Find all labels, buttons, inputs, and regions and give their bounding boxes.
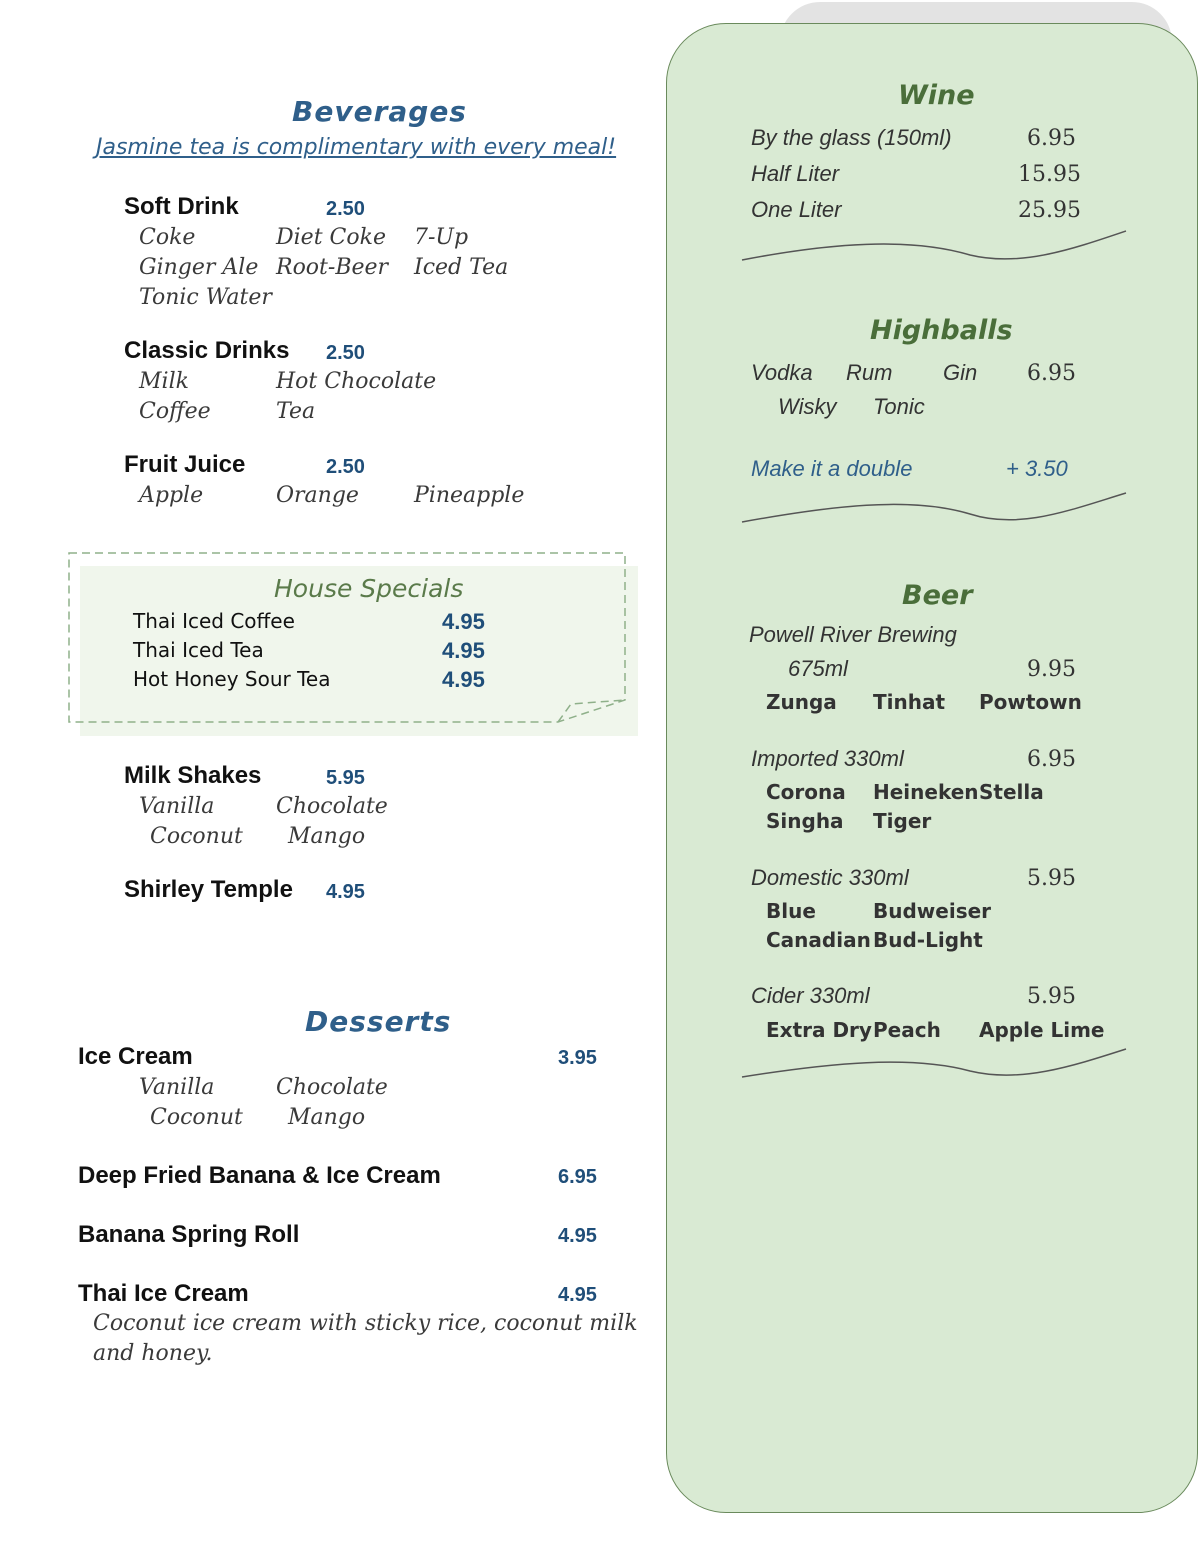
beer-item: Extra Dry (766, 1018, 872, 1042)
beer-item: Peach (873, 1018, 941, 1042)
cider-price: 5.95 (1027, 984, 1076, 1009)
beer-item: Bud-Light (873, 928, 983, 952)
ice-cream-heading: Ice Cream (78, 1043, 193, 1070)
special-price: 4.95 (442, 667, 485, 692)
thai-ice-cream-heading: Thai Ice Cream (78, 1280, 249, 1307)
soft-drink-heading: Soft Drink (124, 193, 239, 220)
imported-price: 6.95 (1027, 747, 1076, 772)
drink-item: Coke (139, 225, 196, 250)
wine-title: Wine (898, 80, 975, 111)
beer-item: Budweiser (873, 899, 992, 923)
drink-item: Orange (276, 483, 359, 508)
beer-item: Apple Lime (979, 1018, 1105, 1042)
highball-item: Tonic (873, 394, 925, 419)
beer-item: Powtown (979, 690, 1082, 714)
beer-item: Heineken (873, 780, 979, 804)
flavor-item: Chocolate (276, 794, 388, 819)
flavor-item: Coconut (150, 1105, 243, 1130)
wine-row-price: 25.95 (1018, 198, 1081, 223)
special-item: Thai Iced Tea (133, 638, 264, 662)
drink-item: Coffee (139, 399, 211, 424)
drink-item: Apple (139, 483, 204, 508)
domestic-price: 5.95 (1027, 866, 1076, 891)
drink-item: Iced Tea (414, 255, 509, 280)
double-price: + 3.50 (1006, 456, 1068, 481)
beer-item: Blue (766, 899, 816, 923)
shirley-temple-price: 4.95 (326, 881, 365, 903)
beer-item: Canadian (766, 928, 871, 952)
special-item: Hot Honey Sour Tea (133, 667, 331, 691)
beer-item: Singha (766, 809, 844, 833)
fruit-juice-heading: Fruit Juice (124, 451, 246, 478)
wine-row-label: By the glass (150ml) (751, 125, 952, 150)
beer-item: Stella (979, 780, 1044, 804)
beer-item: Corona (766, 780, 846, 804)
milk-shakes-heading: Milk Shakes (124, 762, 262, 789)
flavor-item: Chocolate (276, 1075, 388, 1100)
special-item: Thai Iced Coffee (133, 609, 295, 633)
highball-item: Rum (846, 360, 893, 385)
thai-ice-cream-price: 4.95 (558, 1284, 597, 1306)
wine-row-label: One Liter (751, 197, 842, 222)
flavor-item: Mango (288, 824, 366, 849)
ice-cream-price: 3.95 (558, 1047, 597, 1069)
special-price: 4.95 (442, 638, 485, 663)
beer-title: Beer (902, 580, 973, 611)
fried-banana-heading: Deep Fried Banana & Ice Cream (78, 1162, 441, 1189)
powell-label: Powell River Brewing (749, 622, 957, 647)
wine-row-price: 6.95 (1027, 126, 1076, 151)
wave-divider (740, 1045, 1130, 1085)
milk-shakes-price: 5.95 (326, 767, 365, 789)
thai-ice-cream-desc: and honey. (93, 1341, 213, 1366)
spring-roll-price: 4.95 (558, 1225, 597, 1247)
soft-drink-price: 2.50 (326, 198, 365, 220)
double-label: Make it a double (751, 456, 913, 481)
drink-item: 7-Up (414, 225, 469, 250)
complimentary-note: Jasmine tea is complimentary with every meal! (96, 135, 617, 160)
flavor-item: Vanilla (139, 794, 215, 819)
fried-banana-price: 6.95 (558, 1166, 597, 1188)
highball-item: Wisky (778, 394, 837, 419)
powell-price: 9.95 (1027, 657, 1076, 682)
wine-row-label: Half Liter (751, 161, 840, 186)
highball-item: Vodka (751, 360, 813, 385)
beer-item: Zunga (766, 690, 837, 714)
flavor-item: Vanilla (139, 1075, 215, 1100)
domestic-label: Domestic 330ml (751, 865, 909, 890)
cider-label: Cider 330ml (751, 983, 870, 1008)
drink-item: Hot Chocolate (276, 369, 437, 394)
drink-item: Tea (276, 399, 316, 424)
drink-item: Pineapple (414, 483, 525, 508)
highballs-title: Highballs (870, 315, 1013, 346)
drink-item: Diet Coke (276, 225, 386, 250)
classic-drinks-heading: Classic Drinks (124, 337, 290, 364)
beer-item: Tiger (873, 809, 932, 833)
wave-divider (740, 225, 1130, 270)
wave-divider (740, 488, 1130, 533)
drink-item: Milk (139, 369, 189, 394)
imported-label: Imported 330ml (751, 746, 904, 771)
classic-drinks-price: 2.50 (326, 342, 365, 364)
fruit-juice-price: 2.50 (326, 456, 365, 478)
flavor-item: Mango (288, 1105, 366, 1130)
highball-price: 6.95 (1027, 361, 1076, 386)
highball-item: Gin (943, 360, 978, 385)
flavor-item: Coconut (150, 824, 243, 849)
beer-item: Tinhat (873, 690, 946, 714)
drink-item: Tonic Water (139, 285, 272, 310)
wine-row-price: 15.95 (1018, 162, 1081, 187)
spring-roll-heading: Banana Spring Roll (78, 1221, 300, 1248)
powell-size: 675ml (788, 656, 848, 681)
thai-ice-cream-desc: Coconut ice cream with sticky rice, coconut milk (93, 1311, 638, 1336)
special-price: 4.95 (442, 609, 485, 634)
house-specials-title: House Specials (274, 574, 464, 603)
shirley-temple-heading: Shirley Temple (124, 876, 293, 903)
desserts-title: Desserts (305, 1005, 452, 1038)
drink-item: Ginger Ale (139, 255, 259, 280)
beverages-title: Beverages (292, 95, 467, 128)
drink-item: Root-Beer (276, 255, 389, 280)
